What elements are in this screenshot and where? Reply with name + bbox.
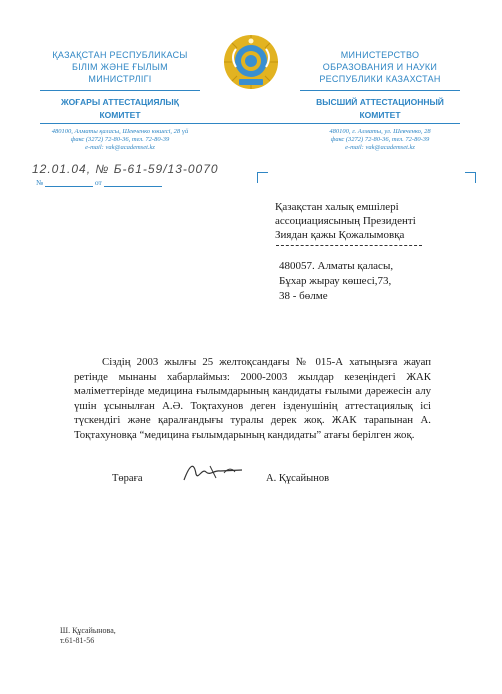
left-org-line: ҚАЗАҚСТАН РЕСПУБЛИКАСЫ: [52, 50, 188, 60]
executor-phone: т.61-81-56: [60, 636, 95, 645]
left-contact-block: [40, 128, 200, 152]
left-committee-line: КОМИТЕТ: [99, 110, 141, 120]
signatory-name: А. Құсайынов: [266, 473, 330, 484]
right-header-rule: [300, 90, 460, 91]
right-phone-line: факс (3272) 72-80-36, тел. 72-80-39: [330, 136, 430, 143]
number-line: [45, 186, 93, 187]
number-label: №: [36, 178, 44, 187]
recipient-separator: [276, 245, 422, 246]
date-label: от: [94, 178, 102, 187]
executor-note: [60, 626, 116, 646]
right-org-line: МИНИСТЕРСТВО: [340, 50, 420, 60]
date-line: [104, 186, 162, 187]
left-org-name: [40, 49, 200, 85]
right-committee-name: [300, 96, 460, 122]
signatory-title: Төраға: [112, 473, 143, 484]
body-paragraph: Сіздің 2003 жылғы 25 желтоқсандағы № 015-А хатыңызға жауап ретінде мынаны хабарлаймыз: 2000-2003 жылдар кезеңіндегі ЖАК мәліметтерінде медицина ғылымдарының кандидаты ғылыми дәрежесін алу үшін ұсынылған А.Ә. Тоқтахунов деген ізденушінің аттестациялық ісі түскендігі және қаралғандығы туралы дерек жоқ. ЖАК тарапынан А. Тоқтахуновқа “медицина ғылымдарының кандидаты” атағы берілген жоқ.: [74, 356, 431, 441]
recipient-address: [279, 259, 393, 304]
right-org-name: [300, 49, 460, 85]
left-org-line: БІЛІМ ЖӘНЕ ҒЫЛЫМ: [72, 62, 168, 72]
right-address-line: 480100, г. Алматы, ул. Шевченко, 28: [329, 128, 431, 135]
right-email-line: e-mail: vak@academset.kz: [345, 144, 415, 151]
handwritten-signature: [180, 460, 250, 484]
left-phone-line: факс (3272) 72-80-36, тел. 72-80-39: [70, 136, 170, 143]
recipient-block: [275, 200, 475, 242]
address-line: 38 - бөлме: [279, 290, 328, 302]
corner-bracket-top-left: [257, 172, 268, 183]
left-email-line: e-mail: vak@academset.kz: [85, 144, 155, 151]
executor-name: Ш. Құсайынова,: [60, 626, 116, 635]
header-divider: [40, 123, 460, 124]
recipient-line: Зиядан қажы Қожалымовқа: [275, 229, 405, 241]
right-org-line: РЕСПУБЛИКИ КАЗАХСТАН: [319, 74, 441, 84]
address-line: Бұхар жырау көшесі,73,: [279, 275, 392, 287]
number-date-field: [36, 178, 162, 187]
right-contact-block: [300, 128, 460, 152]
registration-number: 12.01.04, № Б-61-59/13-0070: [32, 162, 219, 176]
state-emblem-icon: [222, 33, 280, 91]
left-committee-name: [40, 96, 200, 122]
address-line: 480057. Алматы қаласы,: [279, 260, 394, 272]
corner-bracket-top-right: [465, 172, 476, 183]
right-org-line: ОБРАЗОВАНИЯ И НАУКИ: [322, 62, 438, 72]
left-address-line: 480100, Алматы қаласы, Шевченко көшесі, 28 үй: [51, 128, 189, 135]
letter-body: [74, 355, 431, 442]
left-committee-line: ЖОҒАРЫ АТТЕСТАЦИЯЛЫҚ: [61, 97, 179, 107]
recipient-line: ассоциациясының Президенті: [275, 215, 416, 227]
recipient-line: Қазақстан халық емшілері: [275, 201, 399, 213]
left-org-line: МИНИСТРЛІГІ: [88, 74, 152, 84]
right-committee-line: КОМИТЕТ: [359, 110, 401, 120]
right-committee-line: ВЫСШИЙ АТТЕСТАЦИОННЫЙ: [316, 97, 444, 107]
left-header-rule: [40, 90, 200, 91]
